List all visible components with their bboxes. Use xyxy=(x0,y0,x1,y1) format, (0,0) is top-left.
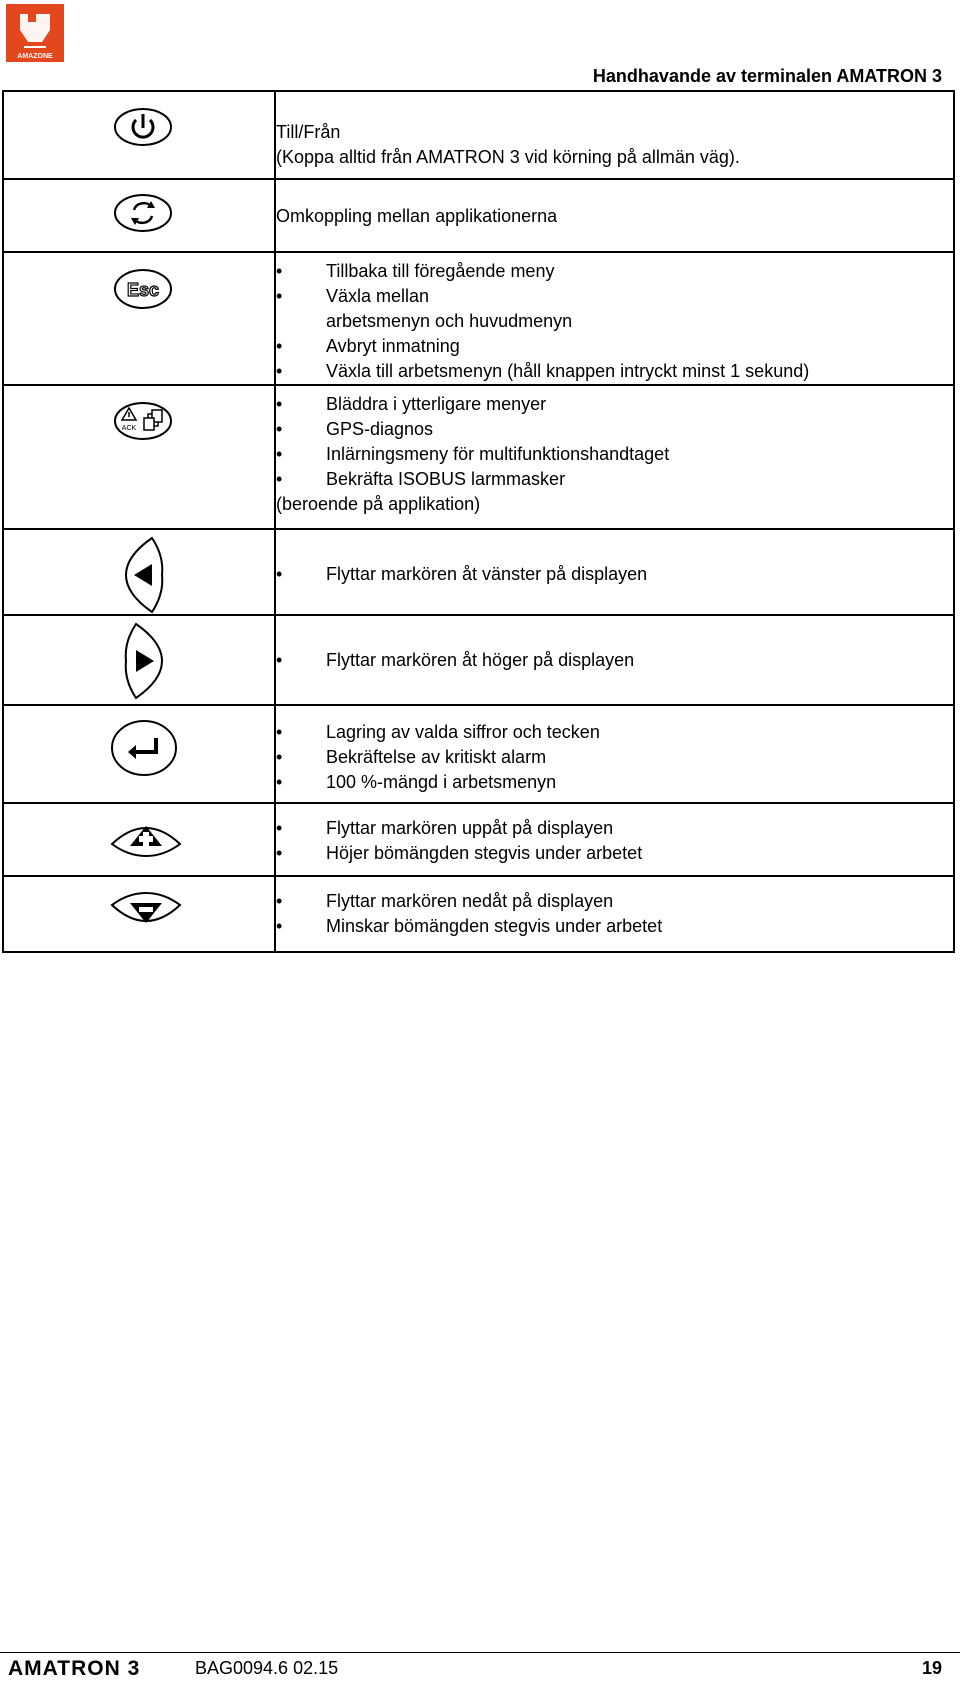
page-number: 19 xyxy=(921,1658,942,1678)
list-item: • Inlärningsmeny för multifunktionshandtaget xyxy=(276,442,953,467)
logo-text: AMAZONE xyxy=(17,53,53,60)
table-row-minus xyxy=(3,876,954,952)
arrow-left-functions-list xyxy=(276,562,953,587)
arrow-left-key-icon xyxy=(122,536,166,614)
list-item: • 100 %-mängd i arbetsmenyn xyxy=(276,770,953,795)
list-item: • Flyttar markören åt vänster på displayen xyxy=(276,562,953,587)
ack-note: (beroende på applikation) xyxy=(276,494,481,514)
plus-key-icon xyxy=(108,816,184,860)
key-function-table xyxy=(2,90,955,953)
esc-key-icon xyxy=(112,267,174,311)
list-item: • GPS-diagnos xyxy=(276,417,953,442)
list-item: • Lagring av valda siffror och tecken xyxy=(276,720,953,745)
list-item: • Minskar bömängden stegvis under arbetet xyxy=(276,914,953,939)
arrow-right-functions-list xyxy=(276,648,953,673)
amazone-logo xyxy=(6,4,64,62)
list-item: • Bekräfta ISOBUS larmmasker xyxy=(276,467,953,492)
table-row-esc xyxy=(3,252,954,385)
table-row-plus xyxy=(3,803,954,876)
plus-functions-list xyxy=(276,816,953,866)
list-item: • Växla till arbetsmenyn (håll knappen intryckt minst 1 sekund) xyxy=(276,359,953,384)
esc-key-label: Esc xyxy=(126,280,160,300)
power-icon xyxy=(112,106,174,148)
list-item: • Bläddra i ytterligare menyer xyxy=(276,392,953,417)
power-line-1: Till/Från xyxy=(276,122,341,142)
switch-apps-line: Omkoppling mellan applikationerna xyxy=(276,206,558,226)
list-item: • Flyttar markören uppåt på displayen xyxy=(276,816,953,841)
esc-functions-list xyxy=(276,259,953,384)
list-item: • Bekräftelse av kritiskt alarm xyxy=(276,745,953,770)
enter-functions-list xyxy=(276,720,953,795)
minus-functions-list xyxy=(276,889,953,939)
list-item: • Växla mellan xyxy=(276,284,953,309)
minus-key-icon xyxy=(108,889,184,933)
table-row-arrow-right xyxy=(3,615,954,705)
footer-divider xyxy=(0,1652,960,1653)
ack-label: ACK xyxy=(121,425,137,432)
list-item: • Flyttar markören nedåt på displayen xyxy=(276,889,953,914)
table-row-ack xyxy=(3,385,954,529)
power-line-2: (Koppa alltid från AMATRON 3 vid körning på allmän väg). xyxy=(276,147,740,167)
list-item: • Tillbaka till föregående meny xyxy=(276,259,953,284)
footer-document-number: BAG0094.6 02.15 xyxy=(195,1658,339,1678)
enter-key-icon xyxy=(110,718,178,778)
page-header-title: Handhavande av terminalen AMATRON 3 xyxy=(592,66,942,86)
list-item: arbetsmenyn och huvudmenyn xyxy=(326,311,573,331)
footer-brand: AMATRON 3 xyxy=(8,1657,141,1680)
table-row-enter xyxy=(3,705,954,803)
table-row-switch-apps xyxy=(3,179,954,252)
arrow-right-key-icon xyxy=(122,622,166,700)
table-row-arrow-left xyxy=(3,529,954,615)
ack-functions-list xyxy=(276,392,953,492)
switch-apps-icon xyxy=(112,192,174,234)
table-row-power xyxy=(3,91,954,179)
list-item: • Höjer bömängden stegvis under arbetet xyxy=(276,841,953,866)
acknowledge-key-icon xyxy=(112,400,174,442)
list-item: • Avbryt inmatning xyxy=(276,334,953,359)
list-item: • Flyttar markören åt höger på displayen xyxy=(276,648,953,673)
